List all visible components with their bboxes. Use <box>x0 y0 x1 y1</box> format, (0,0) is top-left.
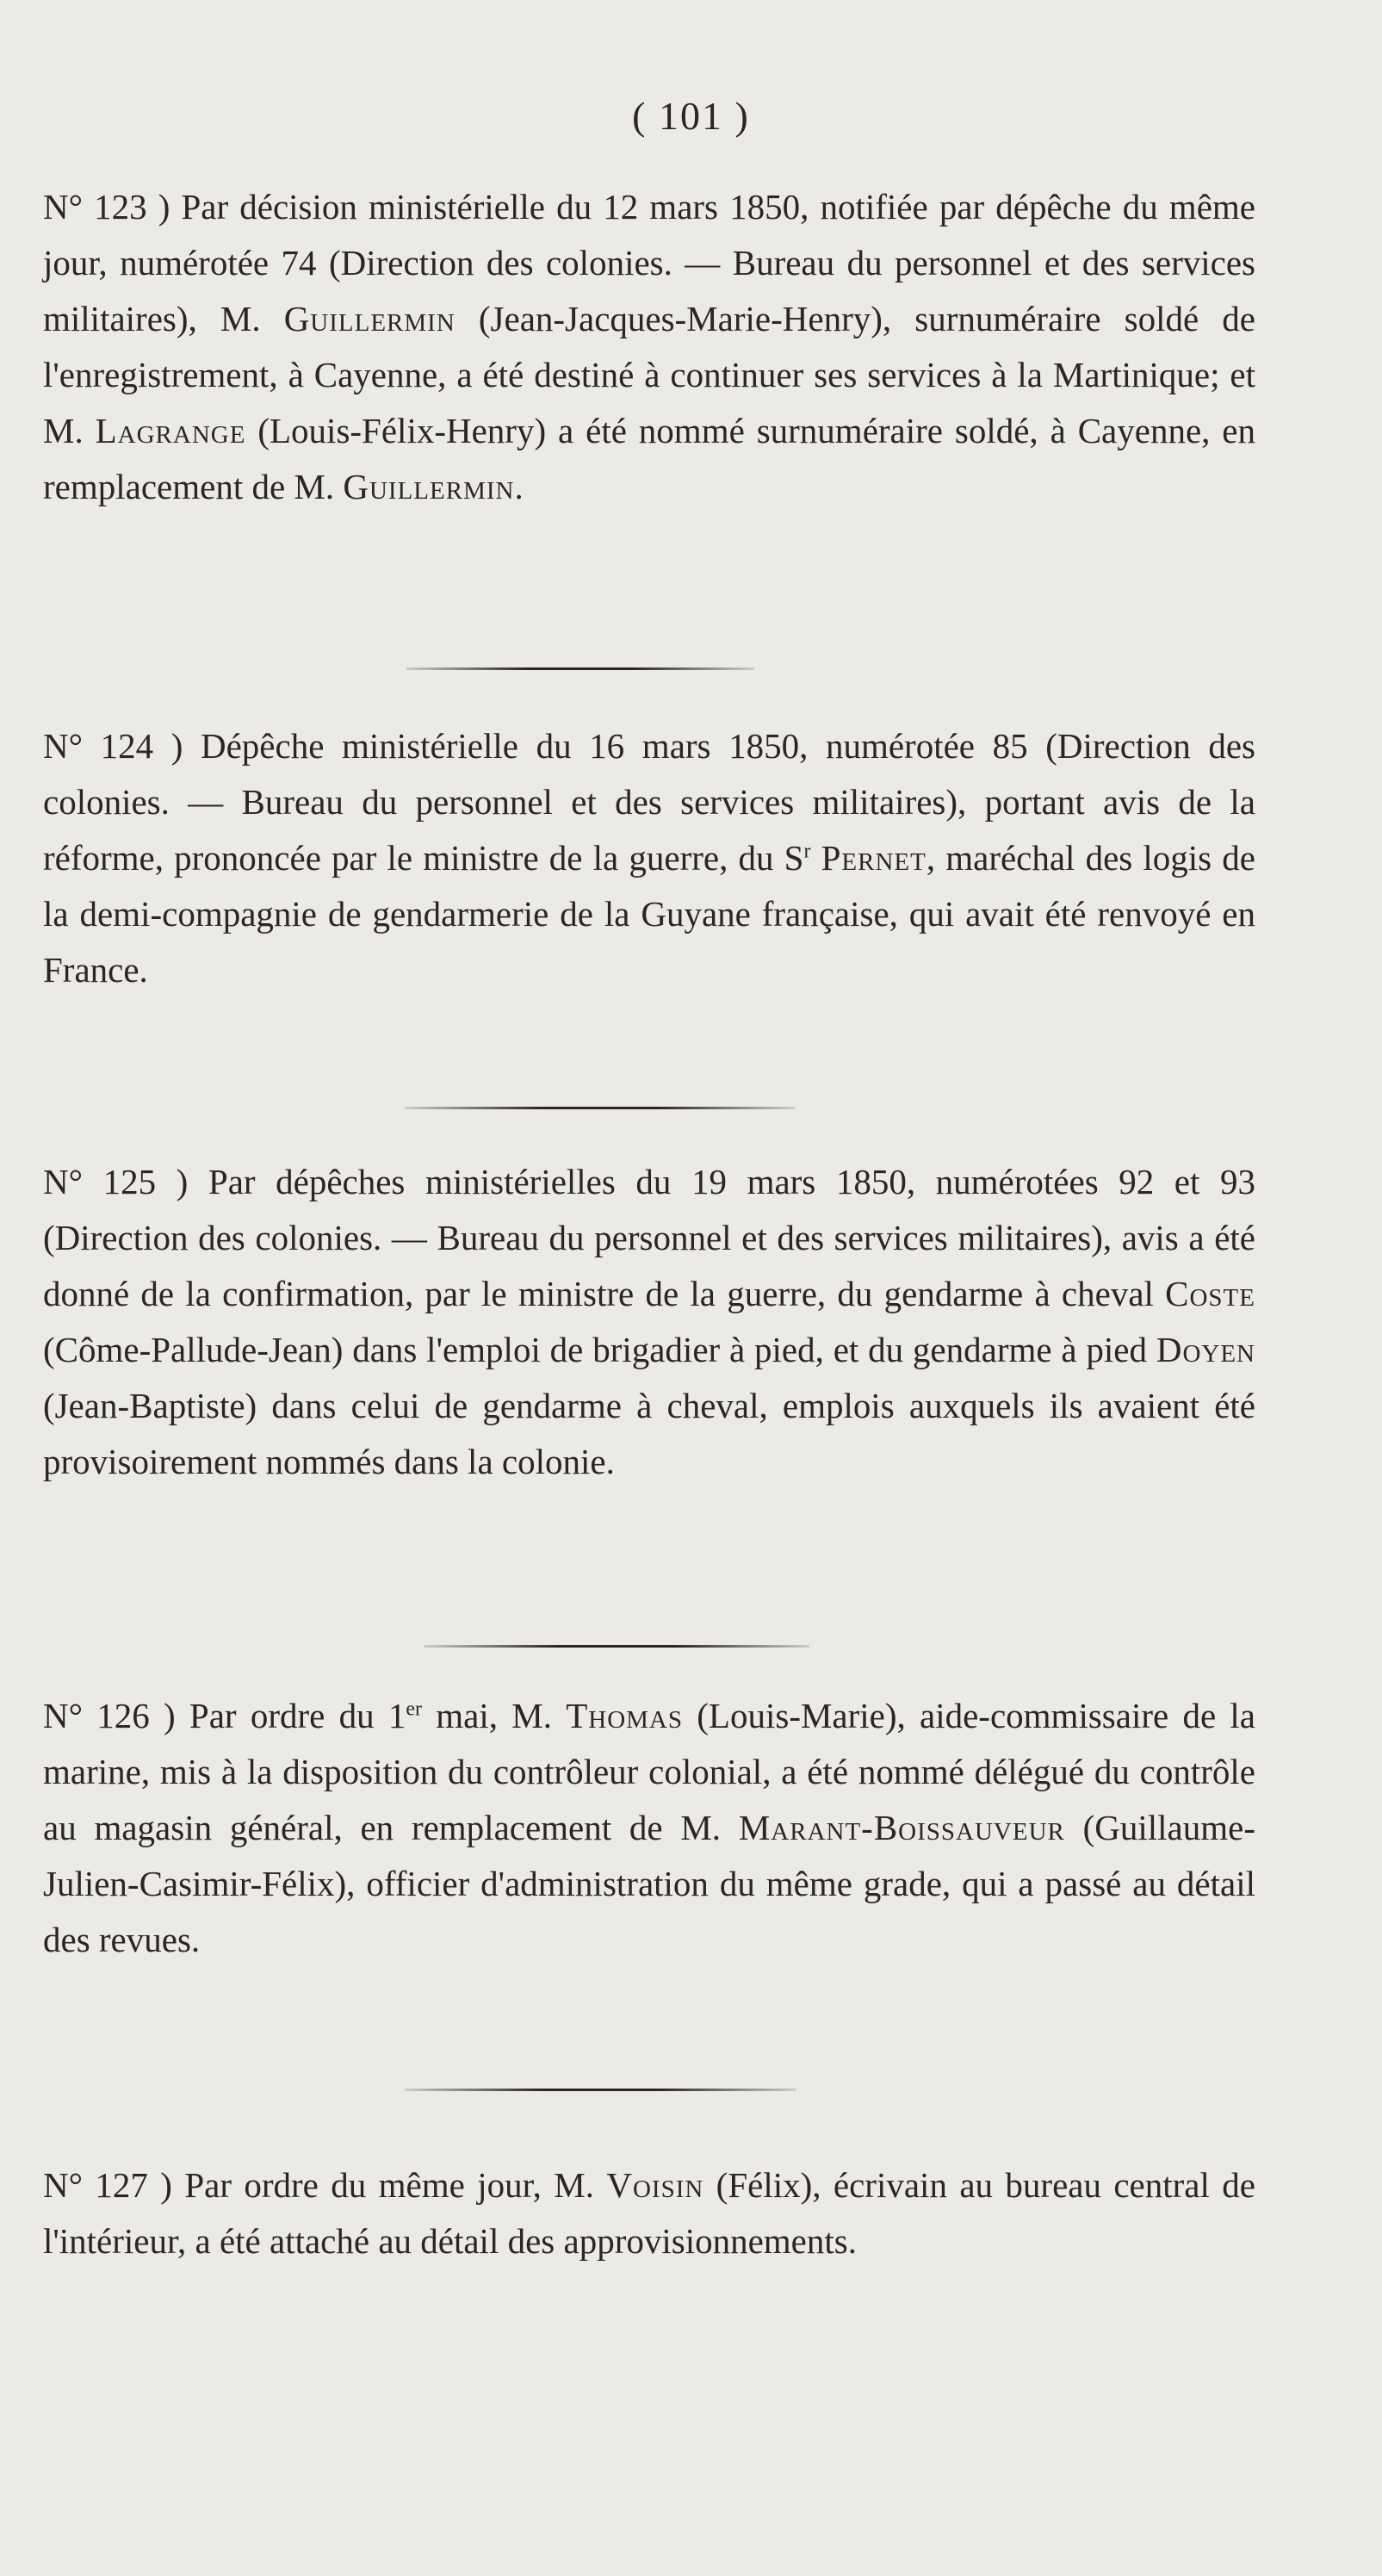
entry-number: N° 127 ) <box>43 2165 172 2205</box>
superscript: r <box>803 840 811 863</box>
entry-text: , maréchal des logis de la demi-compagnie de gendarmerie de la Guyane française, qui avait été renvoyé en France. <box>43 838 1255 990</box>
person-name: Doyen <box>1156 1330 1255 1369</box>
entry-text: Par décision ministérielle du 12 mars 1850, notifiée par dépêche du même jour, numérotée 74 (Direction des colonies. — Bureau du personnel et des services militaires), M. <box>43 187 1255 338</box>
entry-124 <box>43 718 1255 998</box>
superscript: er <box>406 1698 423 1721</box>
separator-rule <box>406 667 754 670</box>
entry-text: mai, M. <box>422 1696 567 1735</box>
page-number: ( 101 ) <box>632 94 750 138</box>
person-name: Coste <box>1165 1274 1255 1313</box>
entry-text: Par dépêches ministérielles du 19 mars 1850, numérotées 92 et 93 (Direction des colonies. — Bureau du personnel et des services militaires), avis a été donné de la confirmation, par le ministre de la guerre, du gendarme à cheval <box>43 1162 1255 1313</box>
entry-125 <box>43 1154 1255 1490</box>
entry-text: (Félix), écrivain au bureau central de l'intérieur, a été attaché au détail des approvisionnements. <box>43 2165 1255 2261</box>
entry-text: Par ordre du même jour, M. <box>171 2165 607 2205</box>
person-name: Marant-Boissauveur <box>738 1808 1065 1847</box>
person-name: Pernet <box>821 838 926 878</box>
entry-123 <box>43 179 1255 515</box>
entry-126 <box>43 1688 1255 1968</box>
separator-rule <box>405 1107 795 1109</box>
entry-text: . <box>514 467 524 506</box>
person-name: Voisin <box>606 2165 704 2205</box>
person-name: Thomas <box>566 1696 684 1735</box>
person-name: Guillermin <box>283 299 456 338</box>
entry-number: N° 125 ) <box>43 1162 189 1201</box>
entry-text: Dépêche ministérielle du 16 mars 1850, numérotée 85 (Direction des colonies. — Bureau du personnel et des services militaires), portant avis de la réforme, prononcée par le ministre de la guerre, du S <box>43 726 1255 878</box>
entry-text: (Louis-Marie), aide-commissaire de la marine, mis à la disposition du contrôleur colonial, a été nommé délégué du contrôle au magasin général, en remplacement de M. <box>43 1696 1255 1847</box>
entry-text: (Guillaume-Julien-Casimir-Félix), officier d'administration du même grade, qui a passé au détail des revues. <box>43 1808 1255 1959</box>
entry-text: (Louis-Félix-Henry) a été nommé surnuméraire soldé, à Cayenne, en remplacement de M. <box>43 411 1255 506</box>
separator-rule <box>405 2089 796 2091</box>
entry-text: (Côme-Pallude-Jean) dans l'emploi de brigadier à pied, et du gendarme à pied <box>43 1330 1156 1369</box>
entry-text: (Jean-Baptiste) dans celui de gendarme à cheval, emplois auxquels ils avaient été provisoirement nommés dans la colonie. <box>43 1386 1255 1481</box>
person-name: Lagrange <box>95 411 246 450</box>
entry-text: (Jean-Jacques-Marie-Henry), surnuméraire soldé de l'enregistrement, à Cayenne, a été destiné à continuer ses services à la Martinique; et M. <box>43 299 1255 450</box>
separator-rule <box>424 1645 809 1648</box>
entry-number: N° 126 ) <box>43 1696 176 1735</box>
person-name: Guillermin <box>343 467 515 506</box>
entry-127 <box>43 2157 1255 2269</box>
entry-number: N° 124 ) <box>43 726 183 766</box>
entry-number: N° 123 ) <box>43 187 170 227</box>
entry-text: Par ordre du 1 <box>175 1696 406 1735</box>
